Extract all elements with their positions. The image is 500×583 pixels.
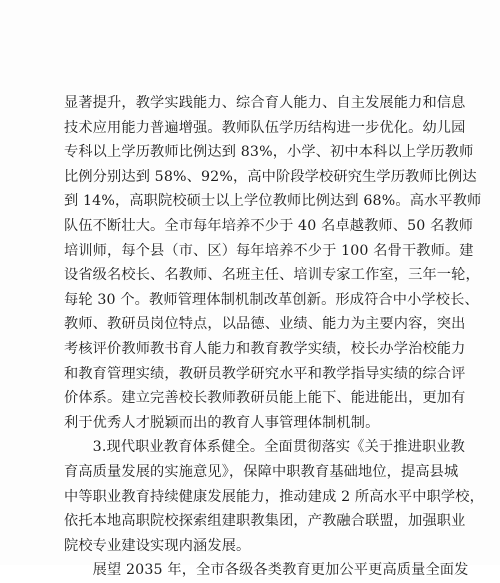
text-line: 培训师，每个县（市、区）每年培养不少于 100 名骨干教师。建	[64, 242, 474, 259]
text-line: 考核评价教师教书育人能力和教育教学实绩，校长办学治校能力	[64, 340, 466, 357]
text-line: 设省级名校长、名教师、名班主任、培训专家工作室，三年一轮，	[64, 267, 480, 284]
text-line: 利于优秀人才脱颖而出的教育人事管理体制机制。	[64, 414, 380, 431]
text-line: 专科以上学历教师比例达到 83%，小学、初中本科以上学历教师	[64, 144, 474, 161]
text-line: 每轮 30 个。教师管理体制机制改革创新。形成符合中小学校长、	[64, 291, 479, 308]
section-heading-line: 3.现代职业教育体系健全。全面贯彻落实《关于推进职业教	[64, 439, 465, 456]
text-line: 院校专业建设实现内涵发展。	[64, 537, 251, 554]
text-line: 比例分别达到 58%、92%，高中阶段学校研究生学历教师比例达	[64, 168, 477, 185]
text-line: 显著提升，教学实践能力、综合育人能力、自主发展能力和信息	[64, 95, 466, 111]
text-line: 队伍不断壮大。全市每年培养不少于 40 名卓越教师、50 名教师	[64, 217, 474, 234]
paragraph-start-line: 展望 2035 年，全市各级各类教育更加公平更高质量全面发	[64, 562, 469, 579]
text-line: 价体系。建立完善校长教师教研员能上能下、能进能出，更加有	[64, 390, 466, 407]
text-line: 教师、教研员岗位特点，以品德、业绩、能力为主要内容，突出	[64, 316, 466, 333]
text-line: 到 14%，高职院校硕士以上学位教师比例达到 68%。高水平教师	[64, 193, 482, 210]
text-line: 技术应用能力普遍增强。教师队伍学历结构进一步优化。幼儿园	[64, 119, 466, 136]
text-line: 育高质量发展的实施意见》，保障中职教育基础地位，提高县城	[64, 463, 459, 480]
text-line: 依托本地高职院校探索组建职教集团，产教融合联盟，加强职业	[64, 513, 466, 530]
text-line: 中等职业教育持续健康发展能力，推动建成 2 所高水平中职学校，	[64, 488, 484, 505]
body-text	[64, 91, 484, 583]
text-line: 和教育管理实绩，教研员教学研究水平和教学指导实绩的综合评	[64, 365, 466, 382]
